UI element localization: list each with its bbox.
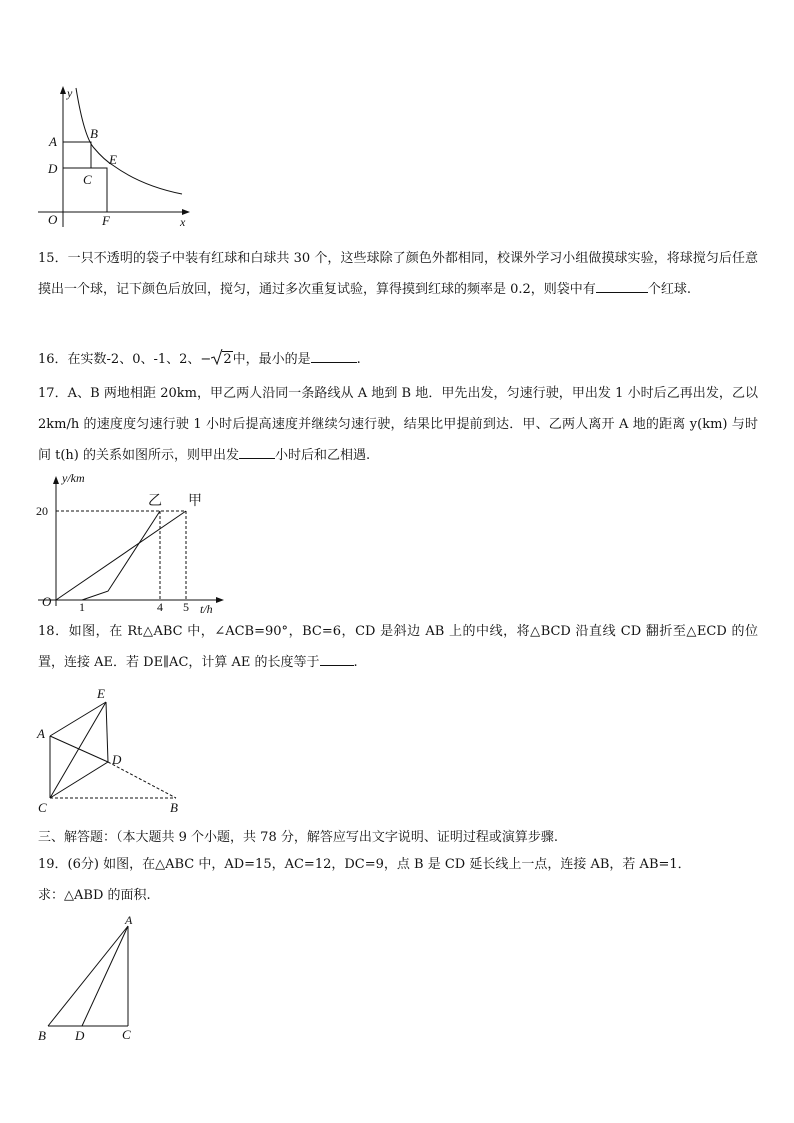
y-axis-label: y/km xyxy=(62,471,85,485)
question-16-text: 16．在实数-2、0、-1、2、 xyxy=(38,352,201,367)
question-18-period: . xyxy=(353,655,358,670)
question-18 xyxy=(38,616,758,678)
question-15-text: 15．一只不透明的袋子中装有红球和白球共 30 个，这些球除了颜色外都相同，校课外学习小组做摸球实验，将球搅匀后任意摸出一个球，记下颜色后放回，搅匀，通过多次重复试验，算得摸到红球的频率是 0.2，则袋中有 xyxy=(38,251,758,297)
label-C: C xyxy=(38,800,47,815)
y-tick-20: 20 xyxy=(36,504,48,518)
figure-hyperbola xyxy=(32,82,197,232)
x-axis-label: t/h xyxy=(200,602,213,615)
figure-triangle-abd xyxy=(34,912,154,1047)
question-17 xyxy=(38,378,758,471)
question-16-period: . xyxy=(356,352,361,367)
section-3-heading: 三、解答题：（本大题共 9 个小题，共 78 分，解答应写出文字说明、证明过程或演算步骤. xyxy=(38,830,558,845)
label-F: F xyxy=(102,213,110,228)
question-16 xyxy=(38,348,361,367)
label-C: C xyxy=(122,1027,131,1042)
answer-blank xyxy=(239,446,275,459)
sqrt-expression xyxy=(211,352,232,367)
radical-sign xyxy=(211,349,223,365)
question-19: 19．(6分) 如图，在△ABC 中，AD=15，AC=12，DC=9，点 B 是 CD 延长线上一点，连接 AB，若 AB=1． xyxy=(38,857,691,872)
series-label-yi: 乙 xyxy=(148,494,162,509)
question-16-text-2: 中，最小的是 xyxy=(232,352,311,367)
label-D: D xyxy=(75,1028,85,1043)
figure-folded-triangle xyxy=(34,684,194,816)
label-B: B xyxy=(170,800,178,815)
question-15-text-end: 个红球. xyxy=(647,282,691,297)
label-C: C xyxy=(83,172,92,187)
label-E: E xyxy=(109,152,117,167)
series-jia-line xyxy=(56,511,186,600)
label-x: x xyxy=(180,215,186,229)
x-tick-1: 1 xyxy=(79,600,85,614)
answer-blank xyxy=(596,280,648,293)
label-A: A xyxy=(37,726,45,741)
label-A: A xyxy=(125,913,133,927)
minus-sign: − xyxy=(200,352,212,367)
figure-distance-time-graph xyxy=(34,470,234,615)
label-y: y xyxy=(67,86,73,100)
question-15 xyxy=(38,243,758,305)
question-17-text: 17．A、B 两地相距 20km，甲乙两人沿同一条路线从 A 地到 B 地．甲先出发，匀速行驶，甲出发 1 小时后乙再出发，乙以 2km/h 的速度度匀速行驶 1 小时后提高速度并继续匀速行驶，结果比甲提前到达．甲、乙两人离开 A 地的距离 y(km) 与时间 t(h) 的关系如图所示，则甲出发 xyxy=(38,386,758,463)
label-E: E xyxy=(97,686,105,701)
label-D: D xyxy=(112,752,122,767)
question-18-text: 18．如图，在 Rt△ABC 中，∠ACB=90°，BC=6，CD 是斜边 AB 上的中线，将△BCD 沿直线 CD 翻折至△ECD 的位置，连接 AE．若 DE∥AC，计算 AE 的长度等于 xyxy=(38,624,758,670)
origin-label: O xyxy=(42,594,52,609)
answer-blank xyxy=(320,653,354,666)
label-B: B xyxy=(90,126,98,141)
x-axis-arrow xyxy=(216,597,224,603)
x-tick-4: 4 xyxy=(157,600,163,614)
answer-blank xyxy=(311,350,357,363)
series-label-jia: 甲 xyxy=(188,494,202,509)
label-B: B xyxy=(38,1028,46,1043)
label-O: O xyxy=(48,212,58,227)
question-17-text-end: 小时后和乙相遇. xyxy=(275,448,371,463)
question-19-ask: 求：△ABD 的面积. xyxy=(38,888,151,903)
y-axis-arrow xyxy=(53,476,59,484)
label-D: D xyxy=(48,161,58,176)
radicand: 2 xyxy=(223,352,232,367)
label-A: A xyxy=(49,134,57,149)
x-tick-5: 5 xyxy=(183,600,189,614)
